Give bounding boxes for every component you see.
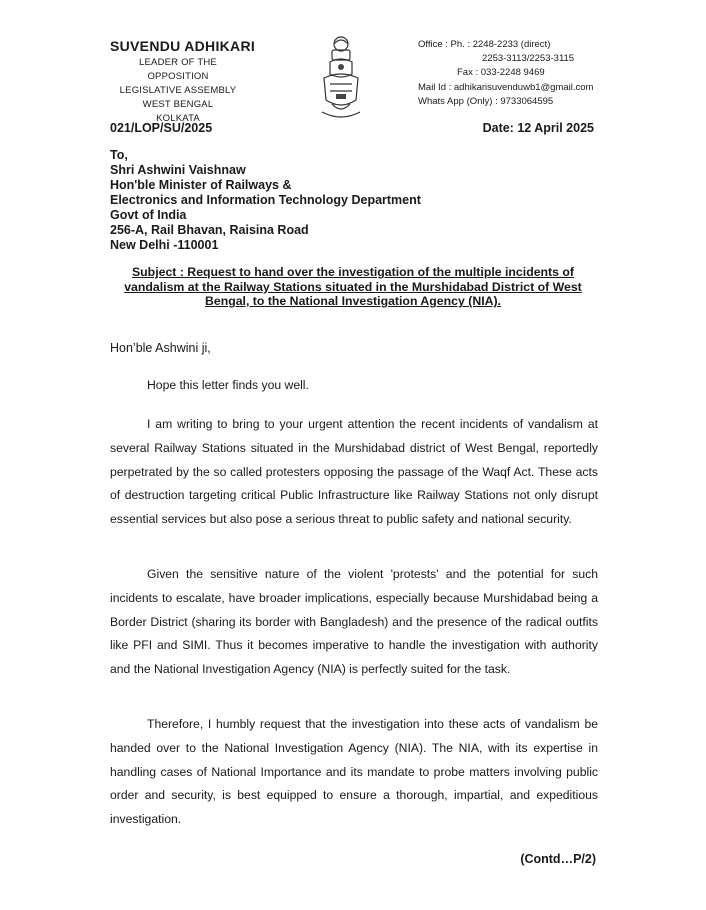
sender-designation	[108, 56, 248, 126]
address-line: Shri Ashwini Vaishnaw	[110, 163, 246, 177]
whatsapp: Whats App (Only) : 9733064595	[418, 95, 554, 107]
address-line: 256-A, Rail Bhavan, Raisina Road	[110, 223, 309, 237]
recipient-address	[110, 148, 421, 253]
state-emblem-icon	[318, 34, 364, 120]
subject-line: Subject : Request to hand over the investigation of the multiple incidents of vandalism at the Railway Stations situated in the Murshidabad District of West Bengal, to the National Investigation Agency (NIA).	[124, 265, 582, 309]
contact-block	[418, 38, 593, 109]
office-phone: Office : Ph. : 2248-2233 (direct)	[418, 39, 551, 50]
address-line: Govt of India	[110, 208, 187, 222]
body-paragraph: Hope this letter finds you well.	[147, 378, 309, 392]
fax: Fax : 033-2248 9469	[457, 67, 545, 79]
office-phone-line2: 2253-3113/2253-3115	[482, 53, 575, 65]
address-line: To,	[110, 148, 128, 162]
sender-line: LEGISLATIVE ASSEMBLY	[119, 85, 237, 96]
sender-name: SUVENDU ADHIKARI	[110, 38, 256, 54]
mail-id: Mail Id : adhikarisuvenduwb1@gmail.com	[418, 81, 594, 93]
salutation: Hon’ble Ashwini ji,	[110, 341, 211, 355]
letter-date: Date: 12 April 2025	[482, 121, 594, 135]
address-line: Electronics and Information Technology Department	[110, 193, 421, 207]
body-paragraph: Given the sensitive nature of the violent 'protests' and the potential for such incidents to escalate, have broader implications, especially because Murshidabad being a Border District (sharing its border with Bangladesh) and the presence of the radical outfits like PFI and SIMI. Thus it becomes imperative to handle the investigation with authority and the National Investigation Agency (NIA) is perfectly suited for the task.	[110, 567, 598, 677]
address-line: New Delhi -110001	[110, 238, 219, 252]
address-line: Hon'ble Minister of Railways &	[110, 178, 292, 192]
body-paragraph: Therefore, I humbly request that the investigation into these acts of vandalism be handed over to the National Investigation Agency (NIA). The NIA, with its expertise in handling cases of National Importance and its mandate to probe matters involving public order and security, is best equipped to ensure a thorough, impartial, and expeditious investigation.	[110, 717, 598, 827]
body-paragraph: I am writing to bring to your urgent attention the recent incidents of vandalism at several Railway Stations situated in the Murshidabad district of West Bengal, reportedly perpetrated by the so called protesters opposing the passage of the Waqf Act. These acts of destruction targeting critical Public Infrastructure like Railway Stations not only disrupt essential services but also pose a serious threat to public safety and national security.	[110, 417, 598, 527]
continued-marker: (Contd…P/2)	[520, 852, 596, 866]
reference-number: 021/LOP/SU/2025	[110, 121, 213, 135]
sender-line: WEST BENGAL	[142, 99, 214, 110]
sender-line: LEADER OF THE OPPOSITION	[139, 57, 217, 82]
sender-line: KOLKATA	[156, 113, 200, 124]
